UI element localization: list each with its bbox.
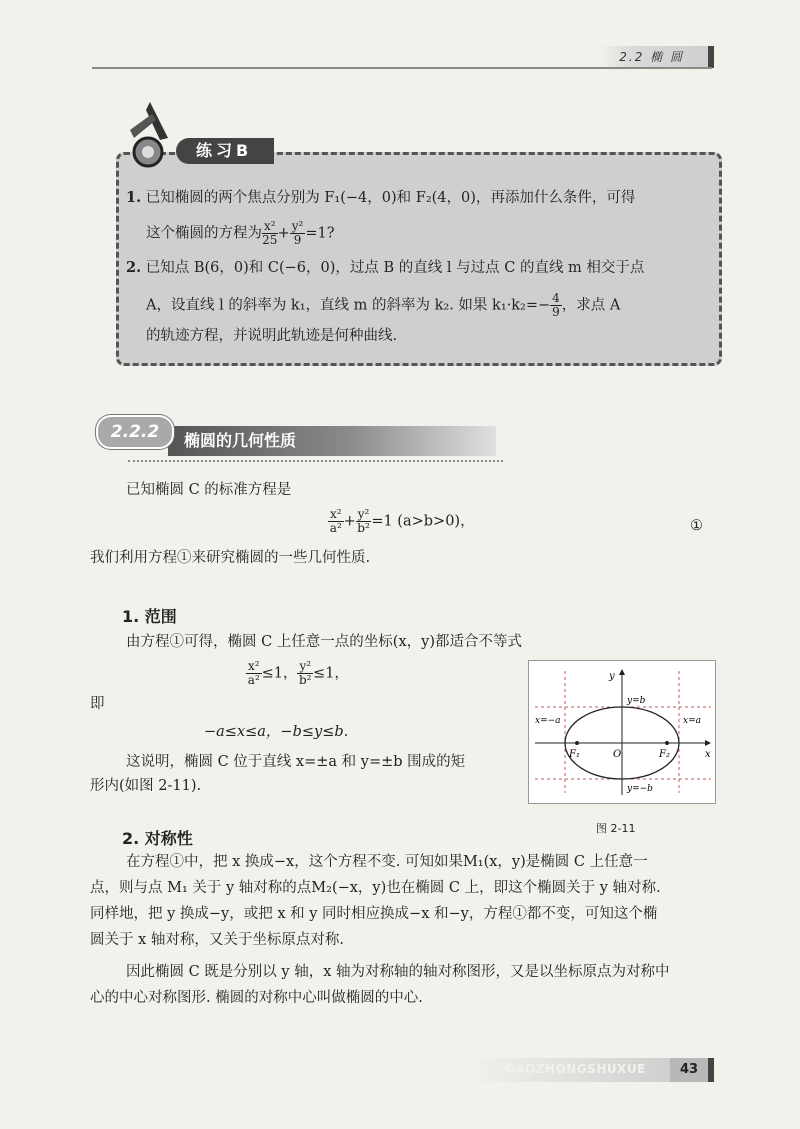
intro-text-2: 我们利用方程①来研究椭圆的一些几何性质. bbox=[90, 550, 371, 566]
intro-text: 已知椭圆 C 的标准方程是 bbox=[126, 482, 292, 498]
q2-text: 已知点 B(6，0)和 C(−6，0)，过点 B 的直线 l 与过点 C 的直线 m 相交于点 bbox=[145, 260, 645, 276]
exercise-q2-line1 bbox=[126, 258, 644, 278]
plus-sign: + bbox=[343, 513, 356, 530]
frac-den: b² bbox=[299, 673, 312, 687]
right-line-label: x=a bbox=[683, 716, 701, 726]
fraction-y2-b2 bbox=[297, 660, 313, 687]
frac-num: 4 bbox=[552, 291, 560, 305]
q1-number: 1. bbox=[126, 189, 142, 206]
y-axis-arrow bbox=[619, 669, 625, 675]
frac-den: a² bbox=[247, 673, 260, 687]
exercise-q1-line1 bbox=[126, 188, 635, 208]
fraction-y2-b2 bbox=[356, 508, 372, 535]
q1-line2-post: =1? bbox=[305, 225, 335, 242]
x-axis-arrow bbox=[705, 740, 711, 746]
section-number-badge: 2.2.2 bbox=[96, 415, 174, 449]
left-line-label: x=−a bbox=[535, 716, 561, 726]
fraction-x2-25 bbox=[262, 220, 278, 247]
range-ineq-2: ≤1， bbox=[313, 665, 349, 682]
heading-range: 1. 范围 bbox=[122, 607, 177, 626]
fraction-x2-a2 bbox=[246, 660, 262, 687]
exercise-q2-line3: 的轨迹方程，并说明此轨迹是何种曲线. bbox=[146, 328, 398, 344]
x-label: x bbox=[705, 749, 711, 760]
symmetry-text-4: 圆关于 x 轴对称，又关于坐标原点对称. bbox=[90, 932, 345, 948]
q2-number: 2. bbox=[126, 259, 142, 276]
top-line-label: y=b bbox=[627, 696, 646, 706]
equation-1-number: ① bbox=[690, 518, 703, 534]
figure-2-11 bbox=[528, 660, 716, 804]
range-text-2: 这说明，椭圆 C 位于直线 x=±a 和 y=±b 围成的矩 bbox=[126, 754, 466, 770]
q2-line2-post: ，求点 A bbox=[561, 297, 621, 314]
q1-line2-pre: 这个椭圆的方程为 bbox=[146, 225, 262, 242]
range-inequality bbox=[246, 660, 349, 687]
fraction-x2-a2 bbox=[328, 508, 344, 535]
range-text-1: 由方程①可得，椭圆 C 上任意一点的坐标(x，y)都适合不等式 bbox=[126, 634, 522, 650]
symmetry-text-2: 点，则与点 M₁ 关于 y 轴对称的点M₂(−x，y)也在椭圆 C 上，即这个椭圆关于 y 轴对称. bbox=[90, 880, 661, 896]
exercise-q2-line2 bbox=[146, 292, 620, 319]
frac-den: b² bbox=[357, 521, 370, 535]
focus-f2 bbox=[665, 741, 669, 745]
compass-ruler-icon bbox=[110, 100, 180, 170]
focus-f1 bbox=[575, 741, 579, 745]
plus-sign: + bbox=[277, 225, 290, 242]
heading-symmetry: 2. 对称性 bbox=[122, 829, 193, 848]
frac-num: x² bbox=[330, 507, 342, 521]
origin-label: O bbox=[613, 749, 622, 760]
header-section: 2.2 椭 圆 bbox=[619, 50, 684, 64]
range-result: −a≤x≤a，−b≤y≤b. bbox=[204, 724, 349, 740]
figure-caption: 图 2-11 bbox=[596, 822, 636, 835]
bottom-line-label: y=−b bbox=[627, 784, 653, 794]
fraction-y2-9 bbox=[290, 220, 306, 247]
ellipse-diagram bbox=[529, 661, 715, 803]
f2-label: F₂ bbox=[659, 749, 670, 760]
equation-1 bbox=[328, 508, 475, 535]
exercise-label: 练习B bbox=[176, 138, 274, 164]
range-ineq-1: ≤1， bbox=[261, 665, 298, 682]
symmetry-text-3: 同样地，把 y 换成−y，或把 x 和 y 同时相应换成−x 和−y，方程①都不变，可知这个椭 bbox=[90, 906, 658, 922]
section-divider bbox=[128, 460, 503, 462]
header-rule bbox=[92, 67, 712, 69]
page-number: 43 bbox=[670, 1058, 714, 1082]
ji-text: 即 bbox=[90, 696, 105, 712]
fraction-4-9 bbox=[550, 292, 562, 319]
frac-num: y² bbox=[299, 659, 312, 673]
frac-den: 25 bbox=[262, 233, 278, 247]
symmetry-text-1: 在方程①中，把 x 换成−x，这个方程不变. 可知如果M₁(x，y)是椭圆 C 上任意一 bbox=[126, 854, 648, 870]
exercise-q1-line2 bbox=[146, 220, 334, 247]
symmetry-text-6: 心的中心对称图形. 椭圆的对称中心叫做椭圆的中心. bbox=[90, 990, 423, 1006]
y-label: y bbox=[609, 671, 615, 682]
section-title: 椭圆的几何性质 bbox=[184, 431, 297, 450]
frac-den: 9 bbox=[293, 233, 302, 247]
frac-num: x² bbox=[264, 219, 276, 233]
footer-brand: GAOZHONGSHUXUE bbox=[505, 1062, 646, 1076]
range-text-3: 形内(如图 2-11). bbox=[90, 778, 202, 794]
symmetry-text-5: 因此椭圆 C 既是分别以 y 轴，x 轴为对称轴的轴对称图形，又是以坐标原点为对称中 bbox=[126, 964, 670, 980]
frac-num: y² bbox=[291, 219, 304, 233]
frac-den: 9 bbox=[552, 305, 560, 319]
frac-num: y² bbox=[357, 507, 370, 521]
equation-1-rest: =1 (a>b>0)， bbox=[371, 513, 475, 530]
q1-text: 已知椭圆的两个焦点分别为 F₁(−4，0)和 F₂(4，0)，再添加什么条件，可得 bbox=[145, 190, 636, 206]
frac-den: a² bbox=[329, 521, 342, 535]
q2-line2-pre: A，设直线 l 的斜率为 k₁，直线 m 的斜率为 k₂. 如果 k₁·k₂=− bbox=[146, 297, 551, 314]
f1-label: F₁ bbox=[569, 749, 580, 760]
frac-num: x² bbox=[248, 659, 260, 673]
